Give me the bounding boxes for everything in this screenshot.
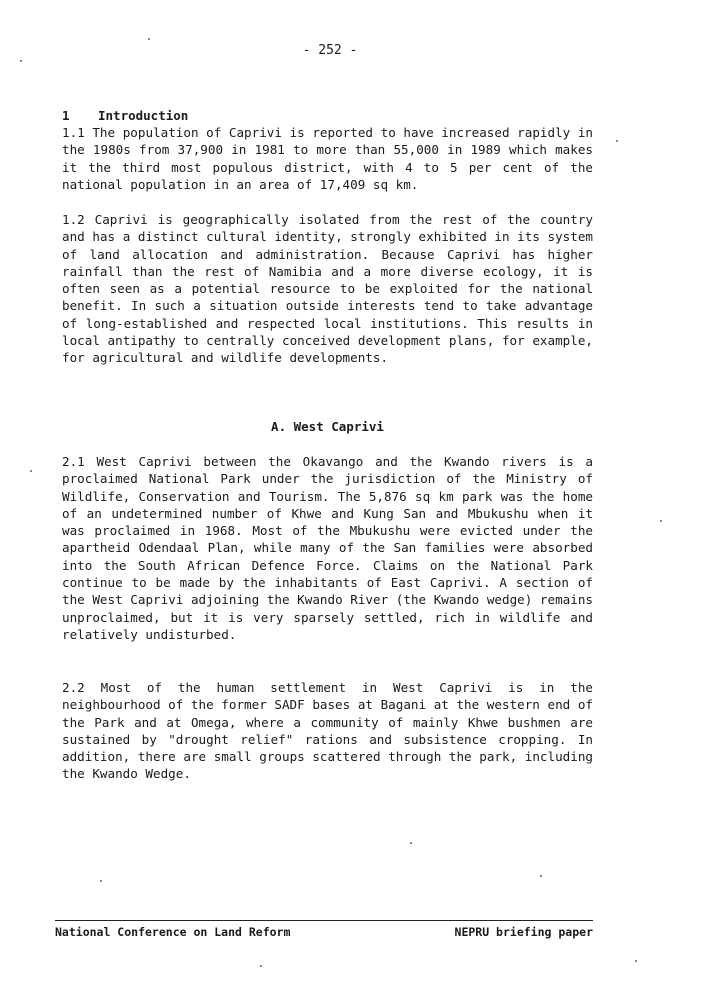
footer-conference-title: National Conference on Land Reform	[55, 925, 291, 939]
scan-speck	[30, 470, 32, 472]
scan-speck	[540, 875, 542, 877]
heading-title: Introduction	[98, 108, 189, 123]
introduction-heading	[62, 108, 188, 123]
scan-speck	[616, 140, 618, 142]
paragraph-2-2: 2.2 Most of the human settlement in West Caprivi is in the neighbourhood of the former SADF bases at Bagani at the western end of the Park and at Omega, where a community of mainly Khwe bushmen are sustained by "drought relief" rations and subsistence cropping. In addition, there are small groups scattered through the park, including the Kwando Wedge.	[62, 680, 593, 782]
paragraph-1-1: 1.1 The population of Caprivi is reported to have increased rapidly in the 1980s from 37,900 in 1981 to more than 55,000 in 1989 which makes it the third most populous district, with 4 to 5 per cent of the national population in an area of 17,409 sq km.	[62, 125, 593, 192]
paragraph-1-2: 1.2 Caprivi is geographically isolated from the rest of the country and has a distinct cultural identity, strongly exhibited in its system of land allocation and administration. Because Caprivi has higher rainfall than the rest of Namibia and a more diverse ecology, it is often seen as a potential resource to be exploited for the national benefit. In such a situation outside interests tend to take advantage of long-established and respected local institutions. This results in local antipathy to centrally conceived development plans, for example, for agricultural and wildlife developments.	[62, 212, 593, 366]
paragraph-2-1: 2.1 West Caprivi between the Okavango and the Kwando rivers is a proclaimed National Park under the jurisdiction of the Ministry of Wildlife, Conservation and Tourism. The 5,876 sq km park was the home of an undetermined number of Khwe and Kung San and Mbukushu when it was proclaimed in 1968. Most of the Mbukushu were evicted under the apartheid Odendaal Plan, while many of the San families were absorbed into the South African Defence Force. Claims on the National Park continue to be made by the inhabitants of East Caprivi. A section of the West Caprivi adjoining the Kwando River (the Kwando wedge) remains unproclaimed, but it is very sparsely settled, rich in wildlife and relatively undisturbed.	[62, 454, 593, 642]
scan-speck	[148, 38, 150, 40]
section-title-west-caprivi: A. West Caprivi	[271, 419, 384, 434]
footer-paper-type: NEPRU briefing paper	[454, 925, 593, 939]
footer-divider	[55, 920, 593, 921]
scan-speck	[635, 960, 637, 962]
heading-number: 1	[62, 108, 70, 123]
scan-speck	[20, 60, 22, 62]
page-number: - 252 -	[302, 43, 358, 58]
scan-speck	[100, 880, 102, 882]
scan-speck	[260, 965, 262, 967]
scan-speck	[410, 842, 412, 844]
scan-speck	[660, 520, 662, 522]
